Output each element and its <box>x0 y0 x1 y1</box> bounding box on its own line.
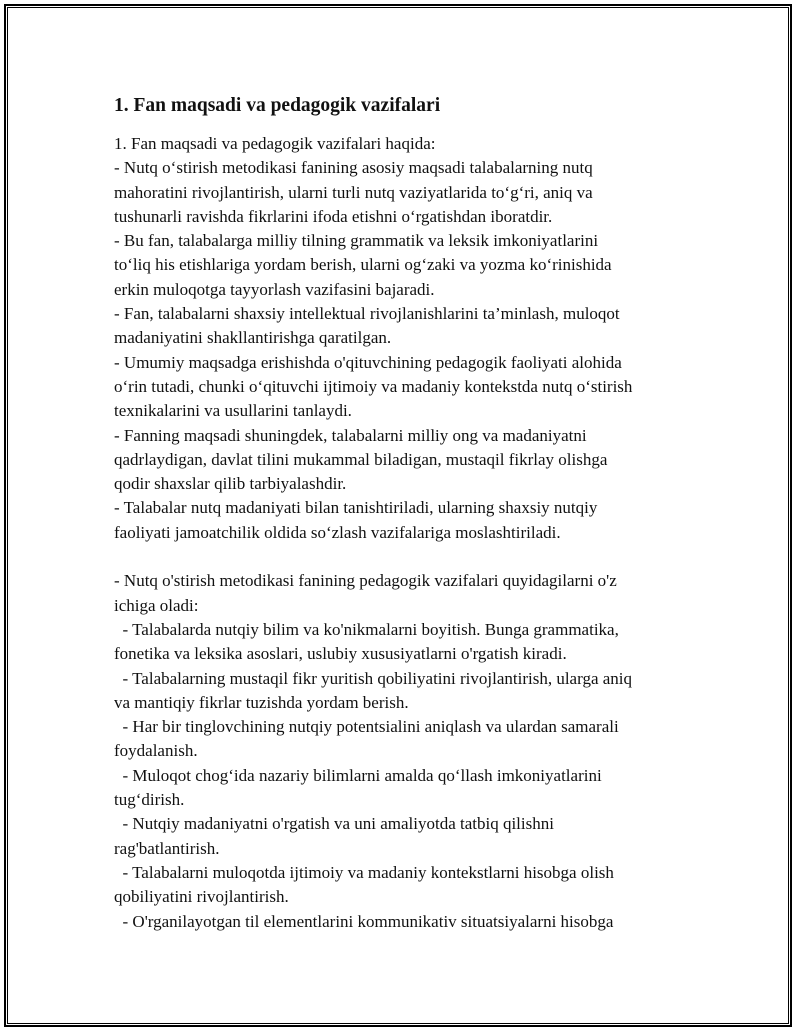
text-line: - Nutq o‘stirish metodikasi fanining asosiy maqsadi talabalarning nutq <box>114 158 593 178</box>
list-item-line: - Talabalarda nutqiy bilim va ko'nikmalarni boyitish. Bunga grammatika, <box>114 619 619 639</box>
list-item-line: - Nutqiy madaniyatni o'rgatish va uni amaliyotda tatbiq qilishni <box>114 814 554 834</box>
text-line: texnikalarini va usullarini tanlaydi. <box>114 401 352 421</box>
text-line: to‘liq his etishlariga yordam berish, ularni og‘zaki va yozma ko‘rinishida <box>114 255 612 275</box>
list-item-line: - O'rganilayotgan til elementlarini kommunikativ situatsiyalarni hisobga <box>114 911 614 931</box>
text-line: erkin muloqotga tayyorlash vazifasini bajaradi. <box>114 279 435 299</box>
text-line: rag'batlantirish. <box>114 838 220 858</box>
section-heading: 1. Fan maqsadi va pedagogik vazifalari <box>114 95 441 116</box>
text-line: qodir shaxslar qilib tarbiyalashdir. <box>114 474 347 494</box>
text-line: - Talabalar nutq madaniyati bilan tanishtiriladi, ularning shaxsiy nutqiy <box>114 498 598 518</box>
text-line: - Umumiy maqsadga erishishda o'qituvchining pedagogik faoliyati alohida <box>114 352 622 372</box>
text-line: faoliyati jamoatchilik oldida so‘zlash vazifalariga moslashtiriladi. <box>114 522 561 542</box>
text-line: 1. Fan maqsadi va pedagogik vazifalari haqida: <box>114 134 436 153</box>
list-item-line: - Talabalarning mustaqil fikr yuritish qobiliyatini rivojlantirish, ularga aniq <box>114 668 633 688</box>
list-item-line: - Har bir tinglovchining nutqiy potentsialini aniqlash va ulardan samarali <box>114 717 619 737</box>
document-body <box>114 94 704 934</box>
blank-line <box>114 545 704 569</box>
text-line: ichiga oladi: <box>114 595 199 615</box>
text-line: - Bu fan, talabalarga milliy tilning grammatik va leksik imkoniyatlarini <box>114 231 599 251</box>
text-line: tushunarli ravishda fikrlarini ifoda etishni o‘rgatishdan iboratdir. <box>114 206 553 226</box>
text-line: qobiliyatini rivojlantirish. <box>114 887 289 907</box>
text-line: o‘rin tutadi, chunki o‘qituvchi ijtimoiy va madaniy kontekstda nutq o‘stirish <box>114 376 633 396</box>
text-line: qadrlaydigan, davlat tilini mukammal biladigan, mustaqil fikrlay olishga <box>114 449 608 469</box>
list-item-line: - Talabalarni muloqotda ijtimoiy va madaniy kontekstlarni hisobga olish <box>114 862 614 882</box>
text-line: - Fan, talabalarni shaxsiy intellektual rivojlanishlarini ta’minlash, muloqot <box>114 304 620 324</box>
text-line: mahoratini rivojlantirish, ularni turli nutq vaziyatlarida to‘g‘ri, aniq va <box>114 182 593 202</box>
text-line: fonetika va leksika asoslari, uslubiy xususiyatlarni o'rgatish kiradi. <box>114 644 567 664</box>
text-line: - Fanning maqsadi shuningdek, talabalarni milliy ong va madaniyatni <box>114 425 587 445</box>
text-line: - Nutq o'stirish metodikasi fanining pedagogik vazifalari quyidagilarni o'z <box>114 571 617 591</box>
text-line: foydalanish. <box>114 741 198 761</box>
text-line: tug‘dirish. <box>114 790 185 810</box>
list-item-line: - Muloqot chog‘ida nazariy bilimlarni amalda qo‘llash imkoniyatlarini <box>114 765 602 785</box>
text-line: va mantiqiy fikrlar tuzishda yordam berish. <box>114 692 409 712</box>
text-line: madaniyatini shakllantirishga qaratilgan. <box>114 328 392 348</box>
